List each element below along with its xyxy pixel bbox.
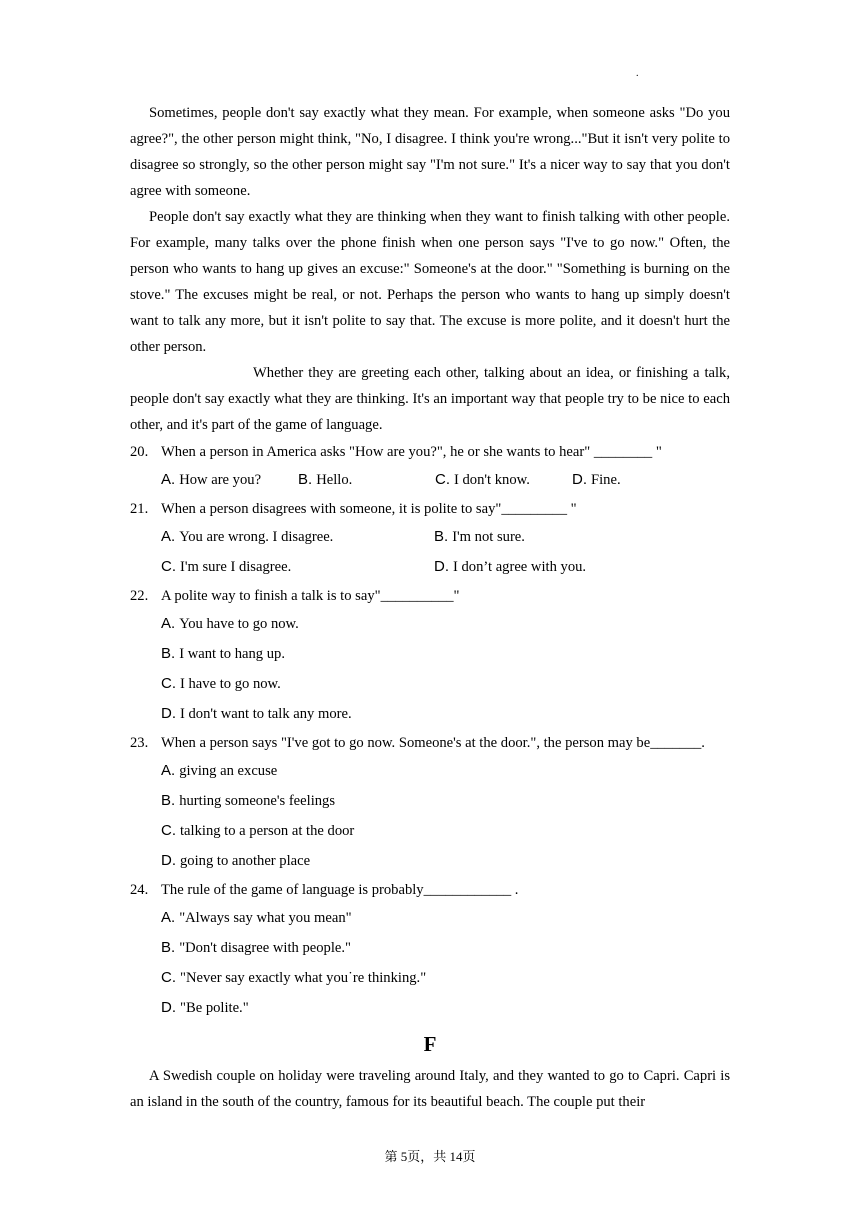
option-c[interactable]: C. I have to go now. <box>161 675 281 692</box>
option-c[interactable]: C. "Never say exactly what you˙re thinking." <box>161 969 427 986</box>
question-21-options-row-2 <box>130 552 730 582</box>
question-22-option-c-row <box>130 669 730 699</box>
question-20-options <box>130 465 730 495</box>
question-23-option-a-row <box>130 756 730 786</box>
question-stem: A polite way to finish a talk is to say"__________" <box>161 588 460 604</box>
section-title-f: F <box>423 1032 437 1056</box>
page-content <box>130 100 730 1115</box>
question-21-options-row-1 <box>130 522 730 552</box>
question-24-option-d-row <box>130 993 730 1023</box>
question-23-option-b-row <box>130 786 730 816</box>
question-22-option-d-row <box>130 699 730 729</box>
passage-paragraph-3 <box>130 360 730 438</box>
option-d[interactable]: D. I don’t agree with you. <box>434 558 587 575</box>
question-number: 20. <box>130 444 149 460</box>
question-23-option-d-row <box>130 846 730 876</box>
question-21 <box>130 496 730 522</box>
question-stem: The rule of the game of language is probably____________ . <box>161 882 519 898</box>
option-b[interactable]: B. hurting someone's feelings <box>161 792 336 809</box>
question-23-option-c-row <box>130 816 730 846</box>
option-d[interactable]: D. Fine. <box>572 471 621 488</box>
question-22-option-b-row <box>130 639 730 669</box>
question-24 <box>130 877 730 903</box>
option-d[interactable]: D. going to another place <box>161 852 311 869</box>
question-number: 21. <box>130 501 149 517</box>
option-d[interactable]: D. "Be polite." <box>161 999 249 1016</box>
question-stem: When a person says "I've got to go now. Someone's at the door.", the person may be_______. <box>161 735 705 751</box>
question-stem: When a person disagrees with someone, it is polite to say"_________ " <box>161 501 577 517</box>
option-c[interactable]: C. I don't know. <box>435 471 530 488</box>
passage-paragraph-2: People don't say exactly what they are thinking when they want to finish talking with other people. For example, many talks over the phone finish when one person says "I've to go now." Often, the person who wants to hang up gives an excuse:" Someone's at the door." "Something is burning on the stove." The excuses might be real, or not. Perhaps the person who wants to hang up simply doesn't want to talk any more, but it isn't polite to say that. The excuse is more polite, and it doesn't hurt the other person. <box>130 209 730 355</box>
question-20 <box>130 439 730 465</box>
option-a[interactable]: A. You are wrong. I disagree. <box>161 528 334 545</box>
question-22-option-a-row <box>130 609 730 639</box>
question-22 <box>130 583 730 609</box>
question-stem: When a person in America asks "How are you?", he or she wants to hear" ________ " <box>161 444 662 460</box>
option-a[interactable]: A. giving an excuse <box>161 762 278 779</box>
question-24-option-a-row <box>130 903 730 933</box>
option-c[interactable]: C. I'm sure I disagree. <box>161 558 292 575</box>
header-mark: . <box>636 68 639 79</box>
question-number: 22. <box>130 588 149 604</box>
question-24-option-c-row <box>130 963 730 993</box>
option-b[interactable]: B. Hello. <box>298 471 353 488</box>
section-f-paragraph: A Swedish couple on holiday were traveling around Italy, and they wanted to go to Capri. Capri is an island in the south of the country, famous for its beautiful beach. The couple put their <box>130 1068 730 1110</box>
question-number: 23. <box>130 735 149 751</box>
option-b[interactable]: B. "Don't disagree with people." <box>161 939 351 956</box>
option-b[interactable]: B. I want to hang up. <box>161 645 285 662</box>
passage-paragraph-3-text: Whether they are greeting each other, talking about an idea, or finishing a talk, people don't say exactly what they are thinking. It's an important way that people try to be nice to each other, and it's part of the game of language. <box>130 365 730 433</box>
option-d[interactable]: D. I don't want to talk any more. <box>161 705 352 722</box>
passage-paragraph-1: Sometimes, people don't say exactly what they mean. For example, when someone asks "Do you agree?", the other person might think, "No, I disagree. I think you're wrong..."But it isn't very polite to disagree so strongly, so the other person might say "I'm not sure." It's a nicer way to say that you don't agree with someone. <box>130 105 730 199</box>
option-a[interactable]: A. You have to go now. <box>161 615 299 632</box>
option-a[interactable]: A. How are you? <box>161 471 262 488</box>
question-number: 24. <box>130 882 149 898</box>
question-23 <box>130 730 730 756</box>
page-footer: 第 5页，共 14页 <box>384 1149 476 1164</box>
question-24-option-b-row <box>130 933 730 963</box>
option-a[interactable]: A. "Always say what you mean" <box>161 909 352 926</box>
option-c[interactable]: C. talking to a person at the door <box>161 822 355 839</box>
option-b[interactable]: B. I'm not sure. <box>434 528 525 545</box>
